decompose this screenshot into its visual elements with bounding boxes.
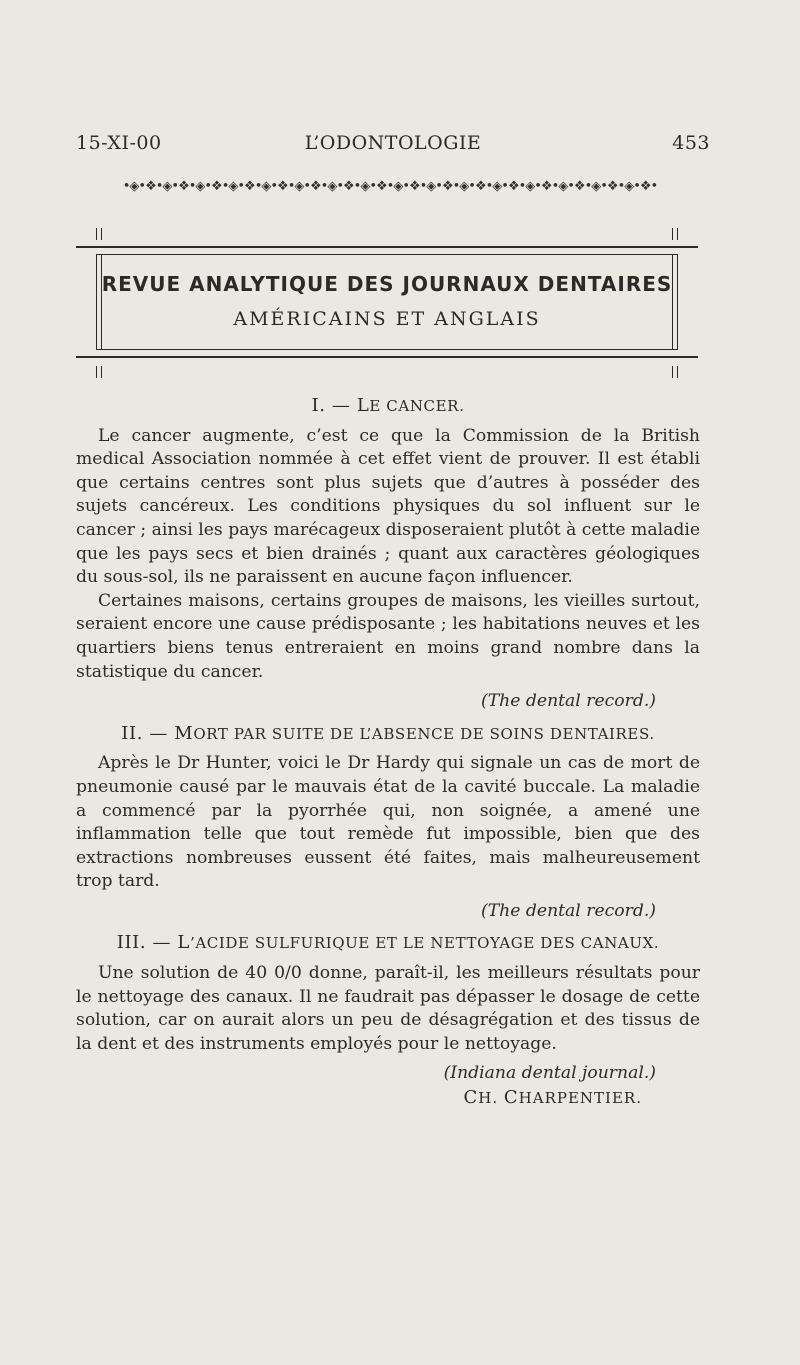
issue-date: 15-XI-00 (76, 132, 162, 154)
author-signature: CH. CHARPENTIER. (463, 1087, 642, 1109)
frame-rule-left (96, 254, 102, 350)
article-heading: II. — MORT PAR SUITE DE L’ABSENCE DE SOINS DENTAIRES. (121, 722, 655, 744)
ornamental-rule: •◈•❖•◈•❖•◈•❖•◈•❖•◈•❖•◈•❖•◈•❖•◈•❖•◈•❖•◈•❖•◈•❖•◈•❖•◈•❖•◈•❖•◈•❖•◈•❖• (122, 179, 658, 194)
frame-rule-bottom (76, 356, 698, 358)
section-title-line2: AMÉRICAINS ET ANGLAIS (233, 308, 541, 330)
frame-rule-top-inner (96, 254, 678, 255)
article-heading: I. — LE CANCER. (311, 395, 465, 416)
title-frame (76, 246, 698, 358)
frame-rule-top (76, 246, 698, 248)
frame-rule-bottom-inner (96, 349, 678, 350)
article-body (76, 394, 700, 1111)
journal-title: L’ODONTOLOGIE (304, 132, 482, 154)
paragraph: Certaines maisons, certains groupes de maisons, les vieilles surtout, seraient encore une cause prédisposante ; les habitations neuves et les quartiers biens tenus entreraient en moins grand nombre dans la statistique du cancer. (76, 590, 700, 682)
section-title-line1: REVUE ANALYTIQUE DES JOURNAUX DENTAIRES (101, 272, 673, 296)
paragraph: Après le Dr Hunter, voici le Dr Hardy qui signale un cas de mort de pneumonie causé par le mauvais état de la cavité buccale. La maladie a commencé par la pyorrhée qui, non soignée, a amené une inflammation telle que tout remède fut impossible, bien que des extractions nombreuses eussent été faites, mais malheureusement trop tard. (76, 753, 700, 892)
source-citation: (The dental record.) (481, 691, 656, 712)
frame-rule-right (672, 254, 678, 350)
paragraph: Le cancer augmente, c’est ce que la Commission de la British medical Association nommée à cet effet vient de prouver. Il est établi que certains centres sont plus sujets que d’autres à posséder des sujets cancéreux. Les conditions physiques du sol influent sur le cancer ; ainsi les pays marécageux disposeraient plutôt à cette maladie que les pays secs et bien drainés ; quant aux caractères géologiques du sous-sol, ils ne paraissent en aucune façon influencer. (76, 425, 701, 588)
article-heading: III. — L’ACIDE SULFURIQUE ET LE NETTOYAGE DES CANAUX. (116, 932, 660, 954)
frame-tick (672, 228, 678, 240)
frame-tick (96, 228, 102, 240)
frame-tick (96, 366, 102, 378)
running-header (76, 132, 710, 160)
paragraph: Une solution de 40 0/0 donne, paraît-il, les meilleurs résultats pour le nettoyage des canaux. Il ne faudrait pas dépasser le dosage de cette solution, car on aurait alors un peu de désagrégation et des tissus de la dent et des instruments employés pour le nettoyage. (76, 963, 700, 1054)
page-number: 453 (672, 132, 710, 154)
source-citation: (The dental record.) (481, 900, 656, 921)
source-citation: (Indiana dental journal.) (443, 1063, 656, 1084)
frame-tick (672, 366, 678, 378)
